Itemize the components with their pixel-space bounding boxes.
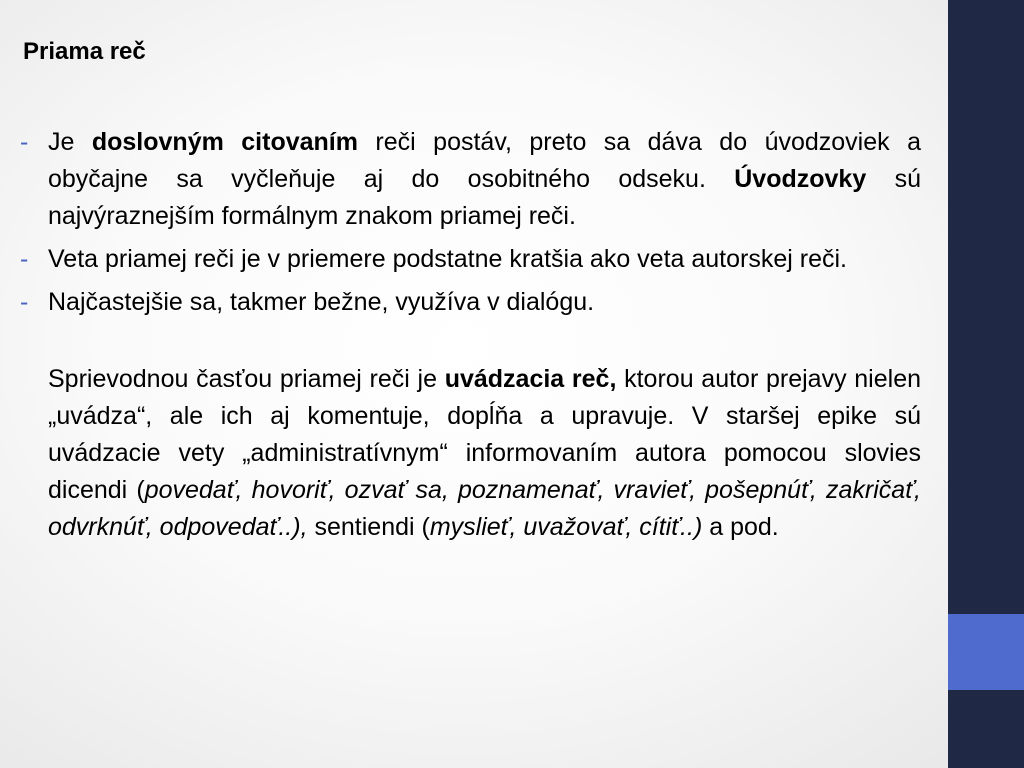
paragraph-text: a pod. xyxy=(702,513,779,541)
slide-title: Priama reč xyxy=(23,38,146,65)
slide-content xyxy=(20,124,921,546)
bullet-text: Najčastejšie sa, takmer bežne, využíva v dialógu. xyxy=(48,288,595,316)
sidebar-accent-block xyxy=(948,614,1024,690)
bullet-marker: - xyxy=(20,128,29,156)
paragraph-italic-text: povedať, hovoriť, ozvať sa, poznamenať, vravieť, pošepnúť, zakričať, odvrknúť, odpovedať..), xyxy=(48,476,921,541)
bullet-marker: - xyxy=(20,245,29,273)
bullet-item-1 xyxy=(20,124,921,235)
bullet-text: Veta priamej reči je v priemere podstatne kratšia ako veta autorskej reči. xyxy=(48,245,847,273)
paragraph-bold-text: uvádzacia reč, xyxy=(444,365,617,393)
paragraph-text: ktorou autor prejavy nielen „uvádza“, ale ich aj komentuje, dopĺňa a upravuje. V staršej epike sú uvádzacie vety „administratívnym“ informovaním autora pomocou slovies dicendi ( xyxy=(48,365,921,504)
bullet-item-2 xyxy=(20,241,921,278)
paragraph-italic-text: myslieť, uvažovať, cítiť..) xyxy=(429,513,703,541)
bullet-text: Je xyxy=(48,128,92,156)
paragraph-text: Sprievodnou časťou priamej reči je xyxy=(48,365,445,393)
bullet-bold-text: doslovným citovaním xyxy=(91,128,358,156)
bullet-bold-text: Úvodzovky xyxy=(734,165,867,193)
bullet-list xyxy=(20,124,921,321)
bullet-text: reči postáv, preto sa dáva do úvodzoviek a obyčajne sa vyčleňuje aj do osobitného odseku. xyxy=(48,128,921,193)
paragraph-text: sentiendi ( xyxy=(307,513,430,541)
bullet-item-3 xyxy=(20,284,921,321)
body-paragraph xyxy=(48,361,921,546)
bullet-text: sú najvýraznejším formálnym znakom priamej reči. xyxy=(48,165,921,230)
bullet-marker: - xyxy=(20,288,29,316)
